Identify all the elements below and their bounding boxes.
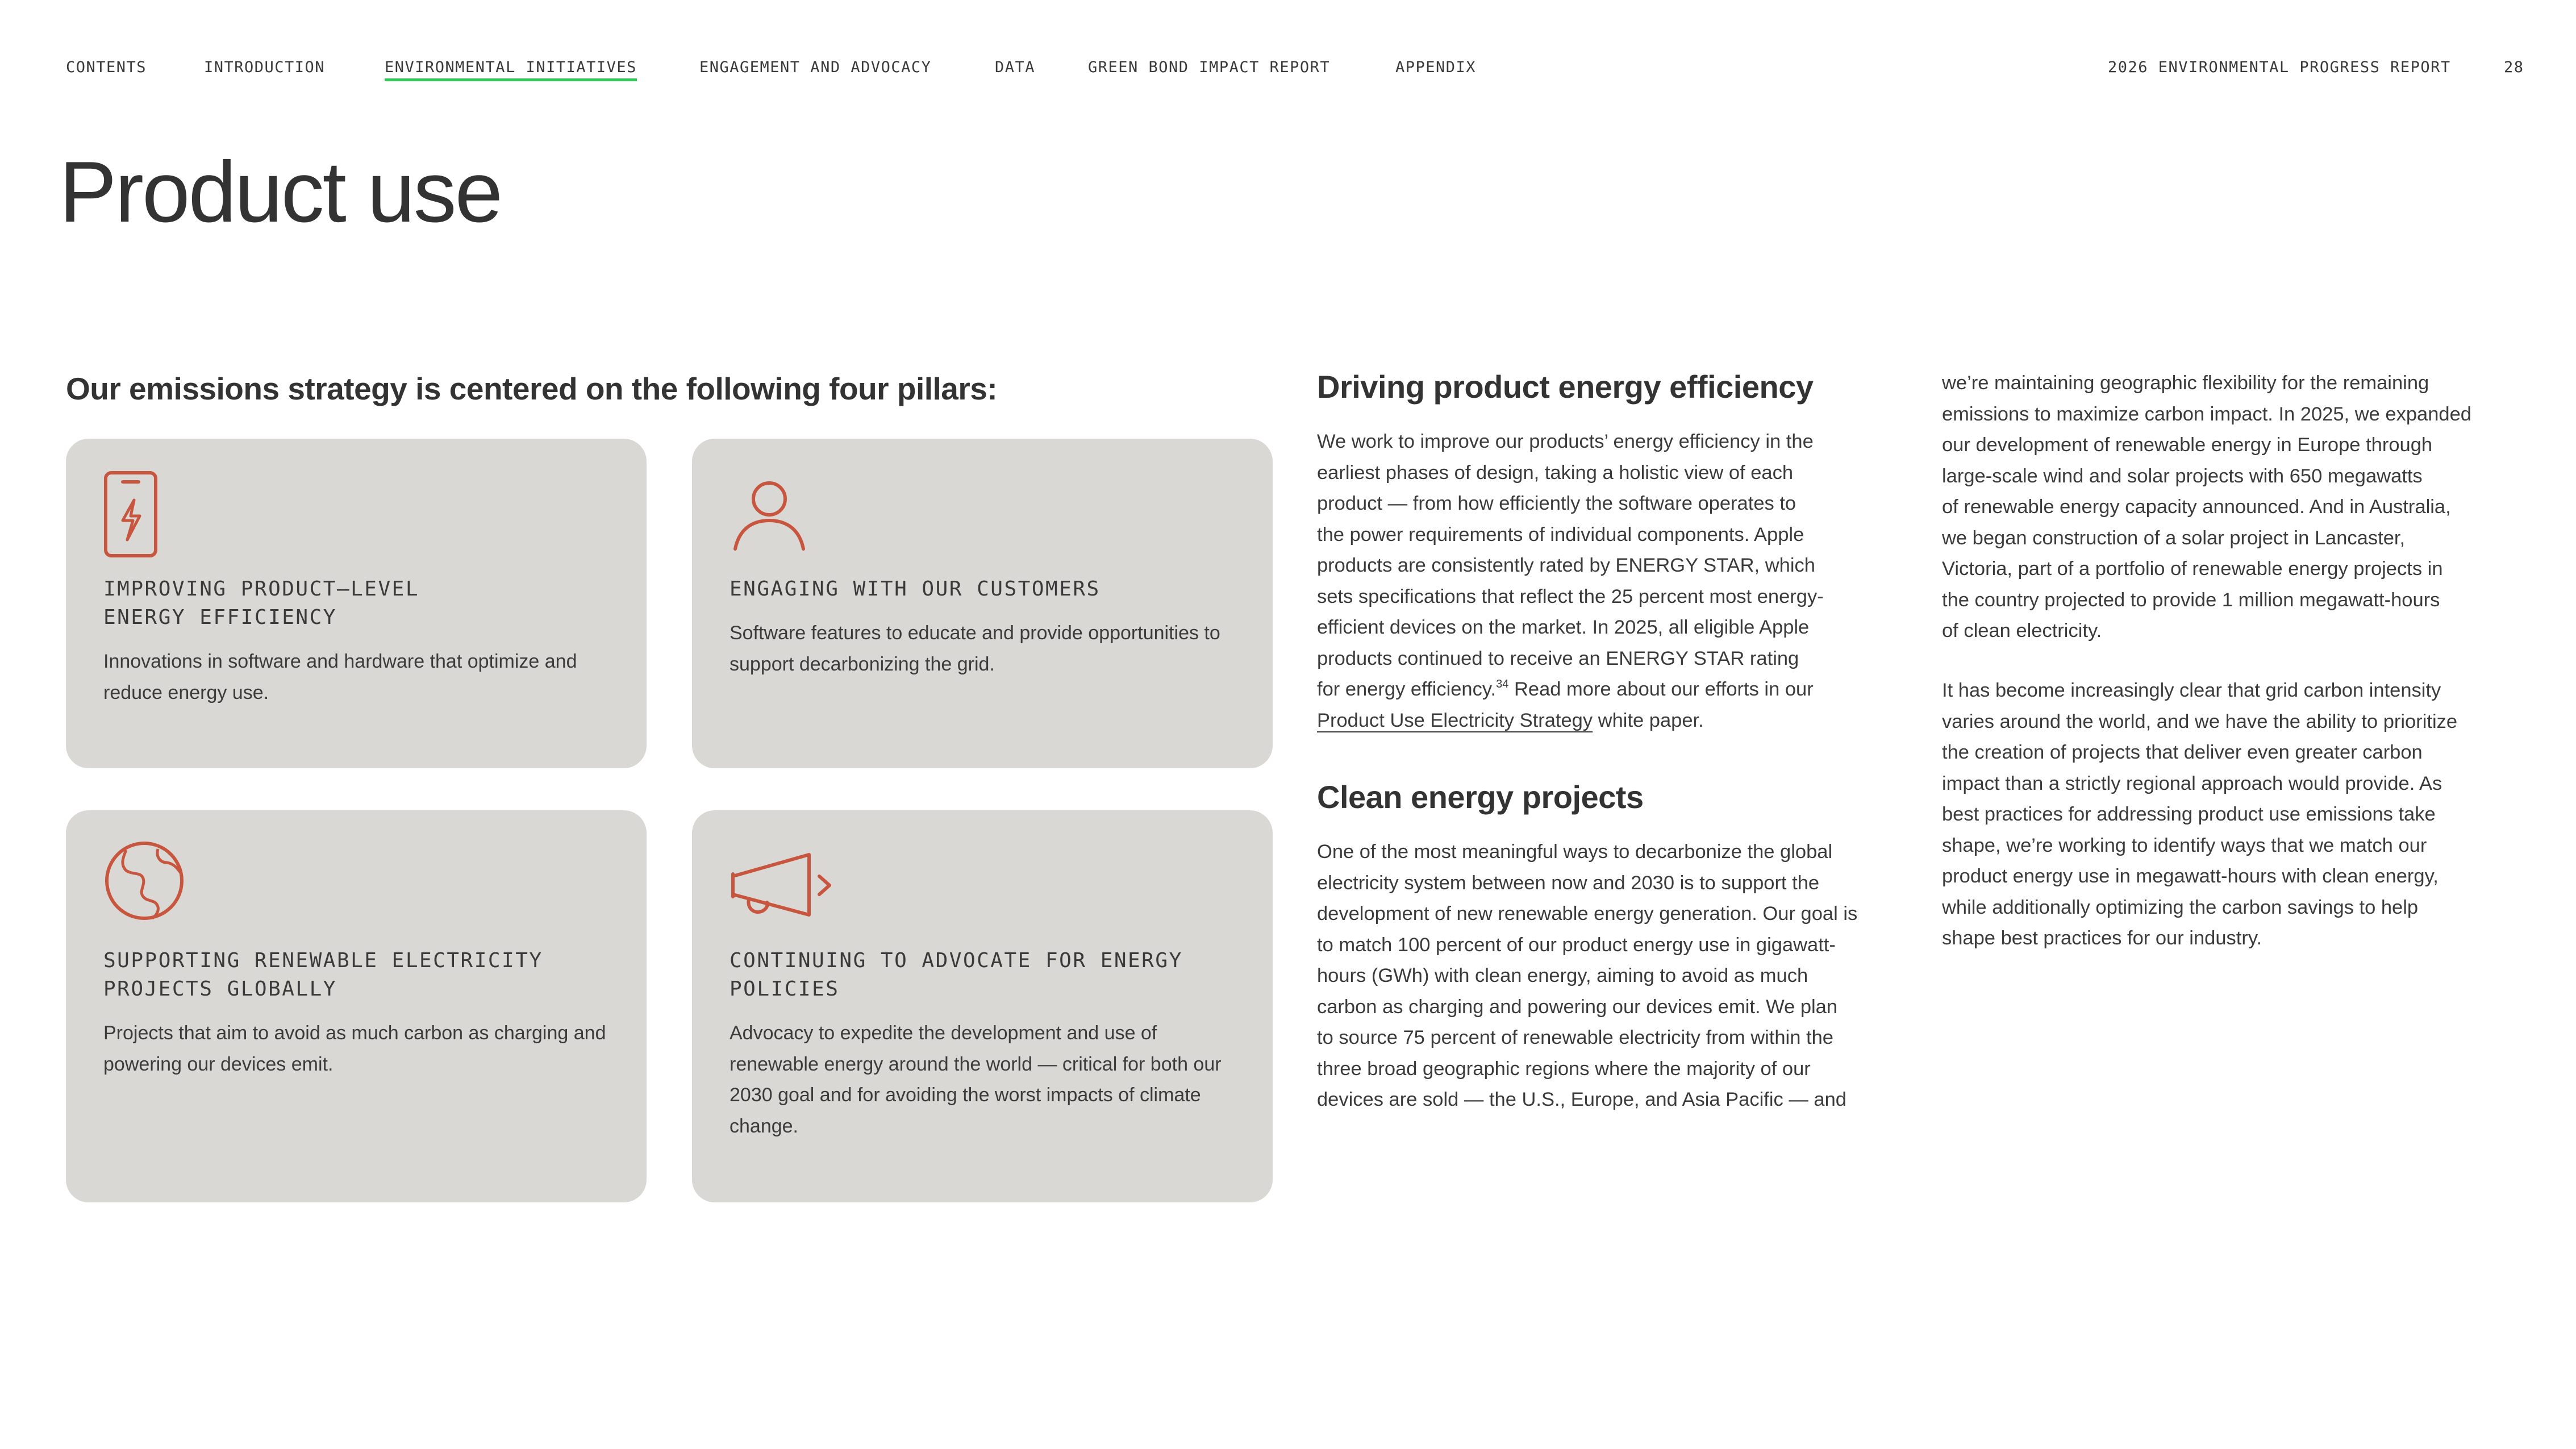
nav-engagement-and-advocacy[interactable]: ENGAGEMENT AND ADVOCACY	[699, 59, 932, 76]
nav-environmental-initiatives[interactable]: ENVIRONMENTAL INITIATIVES	[385, 58, 637, 81]
text-line: product energy use in megawatt-hours with clean energy,	[1942, 865, 2439, 887]
text-line: It has become increasingly clear that grid carbon intensity	[1942, 680, 2441, 701]
footnote-marker[interactable]: 34	[1496, 678, 1509, 690]
text-line	[1317, 705, 1824, 736]
page-number: 28	[2504, 59, 2524, 76]
text-line: development of new renewable energy generation. Our goal is	[1317, 903, 1858, 925]
text-line: emissions to maximize carbon impact. In 2025, we expanded	[1942, 403, 2471, 425]
pillar-card-customers	[692, 439, 1273, 768]
nav-appendix[interactable]: APPENDIX	[1395, 59, 1477, 76]
pillar-card-renewable	[66, 810, 647, 1202]
card-body: Innovations in software and hardware that optimize and reduce energy use.	[103, 651, 577, 703]
continuation-paragraph-2	[1942, 675, 2457, 954]
nav-contents[interactable]: CONTENTS	[66, 59, 147, 76]
report-title: 2026 ENVIRONMENTAL PROGRESS REPORT	[2108, 59, 2451, 76]
text-line: shape best practices for our industry.	[1942, 927, 2262, 949]
text-line: hours (GWh) with clean energy, aiming to avoid as much	[1317, 965, 1808, 986]
card-title: CONTINUING TO ADVOCATE FOR ENERGY POLICIES	[730, 949, 1183, 1001]
text-line: impact than a strictly regional approach would provide. As	[1942, 772, 2442, 794]
globe-icon	[103, 840, 189, 925]
text-line: the creation of projects that deliver even greater carbon	[1942, 742, 2423, 763]
text-line: One of the most meaningful ways to decarbonize the global	[1317, 841, 1833, 863]
card-body: Advocacy to expedite the development and use of renewable energy around the world — critical for both our 2030 goal and for avoiding the worst impacts of climate change.	[730, 1022, 1222, 1137]
nav-introduction[interactable]: INTRODUCTION	[204, 59, 326, 76]
text-line: We work to improve our products’ energy efficiency in the	[1317, 431, 1814, 452]
text-line: we began construction of a solar project in Lancaster,	[1942, 527, 2406, 549]
text-line: devices are sold — the U.S., Europe, and Asia Pacific — and	[1317, 1089, 1846, 1110]
card-body: Software features to educate and provide opportunities to support decarbonizing the grid.	[730, 622, 1220, 675]
nav-data[interactable]: DATA	[995, 59, 1036, 76]
text-line: electricity system between now and 2030 is to support the	[1317, 872, 1820, 894]
text-line: Victoria, part of a portfolio of renewable energy projects in	[1942, 558, 2443, 580]
text-line: product — from how efficiently the software operates to	[1317, 493, 1796, 514]
megaphone-icon	[730, 851, 837, 919]
card-title: IMPROVING PRODUCT–LEVEL ENERGY EFFICIENCY	[103, 577, 419, 629]
text-line: of renewable energy capacity announced. And in Australia,	[1942, 496, 2451, 518]
text-line: varies around the world, and we have the ability to prioritize	[1942, 710, 2458, 732]
pillar-card-efficiency	[66, 439, 647, 768]
continuation-paragraph-1	[1942, 368, 2471, 647]
nav-green-bond-impact-report[interactable]: GREEN BOND IMPACT REPORT	[1088, 59, 1331, 76]
clean-energy-heading: Clean energy projects	[1317, 779, 1644, 815]
phone-bolt-icon	[103, 470, 160, 561]
person-icon	[730, 480, 809, 553]
text-line: we’re maintaining geographic flexibility for the remaining	[1942, 372, 2429, 394]
text-line: the power requirements of individual components. Apple	[1317, 523, 1804, 546]
pillars-heading: Our emissions strategy is centered on the following four pillars:	[66, 371, 998, 406]
text-line: large-scale wind and solar projects with 650 megawatts	[1942, 465, 2423, 487]
page-title: Product use	[59, 144, 502, 240]
text-line: earliest phases of design, taking a holistic view of each	[1317, 461, 1794, 484]
clean-energy-paragraph	[1317, 836, 1857, 1115]
text-line: efficient devices on the market. In 2025, all eligible Apple	[1317, 617, 1810, 638]
card-body: Projects that aim to avoid as much carbon as charging and powering our devices emit.	[103, 1022, 606, 1075]
text-line: to source 75 percent of renewable electricity from within the	[1317, 1027, 1833, 1048]
text-line: while additionally optimizing the carbon savings to help	[1942, 896, 2419, 918]
text-line: our development of renewable energy in Europe through	[1942, 434, 2433, 456]
text-fragment: for energy efficiency.	[1317, 678, 1497, 700]
efficiency-paragraph	[1317, 426, 1824, 736]
text-fragment: Read more about our efforts in our	[1508, 678, 1814, 700]
text-line: three broad geographic regions where the majority of our	[1317, 1057, 1811, 1080]
text-line: products continued to receive an ENERGY STAR rating	[1317, 647, 1799, 669]
text-line: to match 100 percent of our product energy use in gigawatt-	[1317, 934, 1836, 956]
text-line: sets specifications that reflect the 25 percent most energy-	[1317, 585, 1824, 607]
text-line: carbon as charging and powering our devices emit. We plan	[1317, 996, 1838, 1018]
text-line: shape, we’re working to identify ways that we match our	[1942, 834, 2427, 856]
card-title: ENGAGING WITH OUR CUSTOMERS	[730, 577, 1101, 601]
text-line: best practices for addressing product use emissions take	[1942, 803, 2436, 825]
text-line: of clean electricity.	[1942, 620, 2102, 642]
text-line: the country projected to provide 1 million megawatt-hours	[1942, 589, 2440, 611]
text-line: products are consistently rated by ENERGY STAR, which	[1317, 555, 1815, 576]
product-use-electricity-strategy-link[interactable]: Product Use Electricity Strategy	[1317, 709, 1593, 731]
text-line	[1317, 674, 1824, 705]
pillar-card-advocacy	[692, 810, 1273, 1202]
efficiency-heading: Driving product energy efficiency	[1317, 369, 1814, 405]
text-fragment: white paper.	[1593, 709, 1704, 731]
card-title: SUPPORTING RENEWABLE ELECTRICITY PROJECTS GLOBALLY	[103, 949, 543, 1001]
